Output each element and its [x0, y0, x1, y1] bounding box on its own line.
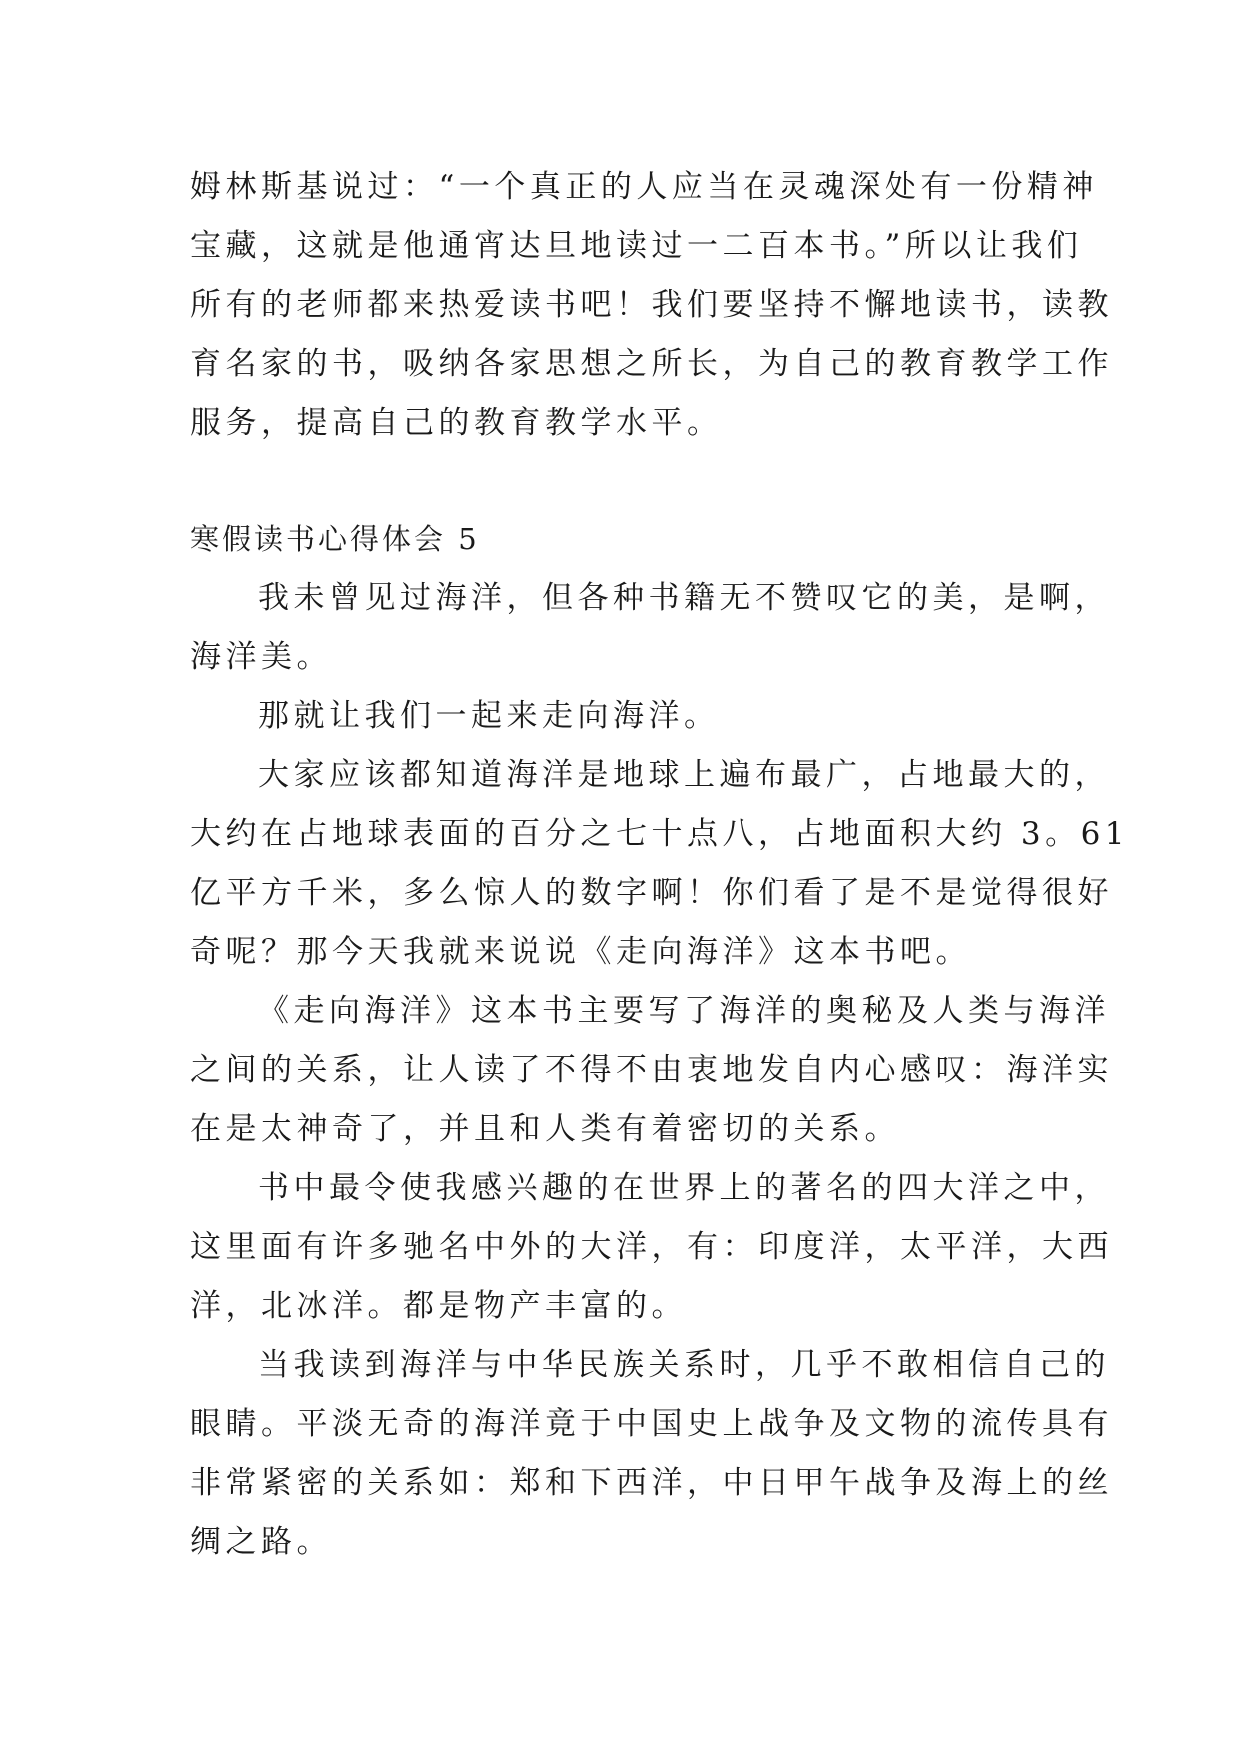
document-body: [190, 158, 1130, 1572]
text-line: 非常紧密的关系如：郑和下西洋，中日甲午战争及海上的丝: [190, 1465, 1113, 1501]
text-line: 《走向海洋》这本书主要写了海洋的奥秘及人类与海洋: [258, 993, 1110, 1029]
text-line: 亿平方千米，多么惊人的数字啊！你们看了是不是觉得很好: [190, 875, 1113, 911]
intro-paragraph: [190, 158, 1113, 453]
section-title: 寒假读书心得体会 5: [190, 522, 480, 556]
paragraph-5: [190, 1159, 1113, 1336]
text-line: 大约在占地球表面的百分之七十点八，占地面积大约 3。61: [190, 816, 1130, 852]
text-line: 奇呢？那今天我就来说说《走向海洋》这本书吧。: [190, 934, 971, 970]
text-line: 服务，提高自己的教育教学水平。: [190, 405, 723, 441]
text-line: 育名家的书，吸纳各家思想之所长，为自己的教育教学工作: [190, 346, 1113, 382]
text-line: 书中最令使我感兴趣的在世界上的著名的四大洋之中，: [258, 1170, 1110, 1206]
paragraph-6: [190, 1336, 1113, 1572]
paragraph-4: [190, 982, 1113, 1159]
text-line: 眼睛。平淡无奇的海洋竟于中国史上战争及文物的流传具有: [190, 1406, 1113, 1442]
text-line: 海洋美。: [190, 639, 332, 675]
text-line: 所有的老师都来热爱读书吧！我们要坚持不懈地读书，读教: [190, 287, 1113, 323]
text-line: 我未曾见过海洋，但各种书籍无不赞叹它的美，是啊，: [258, 580, 1110, 616]
text-line: 那就让我们一起来走向海洋。: [258, 698, 720, 734]
text-line: 洋，北冰洋。都是物产丰富的。: [190, 1288, 687, 1324]
section-spacer: [190, 453, 1060, 510]
text-line: 姆林斯基说过：“一个真正的人应当在灵魂深处有一份精神: [190, 169, 1098, 205]
text-line: 大家应该都知道海洋是地球上遍布最广，占地最大的，: [258, 757, 1110, 793]
paragraph-3: [190, 746, 1130, 982]
text-line: 这里面有许多驰名中外的大洋，有：印度洋，太平洋，大西: [190, 1229, 1113, 1265]
paragraph-1: [190, 569, 1110, 687]
text-line: 绸之路。: [190, 1524, 332, 1560]
text-line: 在是太神奇了，并且和人类有着密切的关系。: [190, 1111, 900, 1147]
text-line: 宝藏，这就是他通宵达旦地读过一二百本书。”所以让我们: [190, 228, 1083, 264]
text-line: 之间的关系，让人读了不得不由衷地发自内心感叹：海洋实: [190, 1052, 1113, 1088]
paragraph-2: [190, 687, 1060, 746]
text-line: 当我读到海洋与中华民族关系时，几乎不敢相信自己的: [258, 1347, 1110, 1383]
